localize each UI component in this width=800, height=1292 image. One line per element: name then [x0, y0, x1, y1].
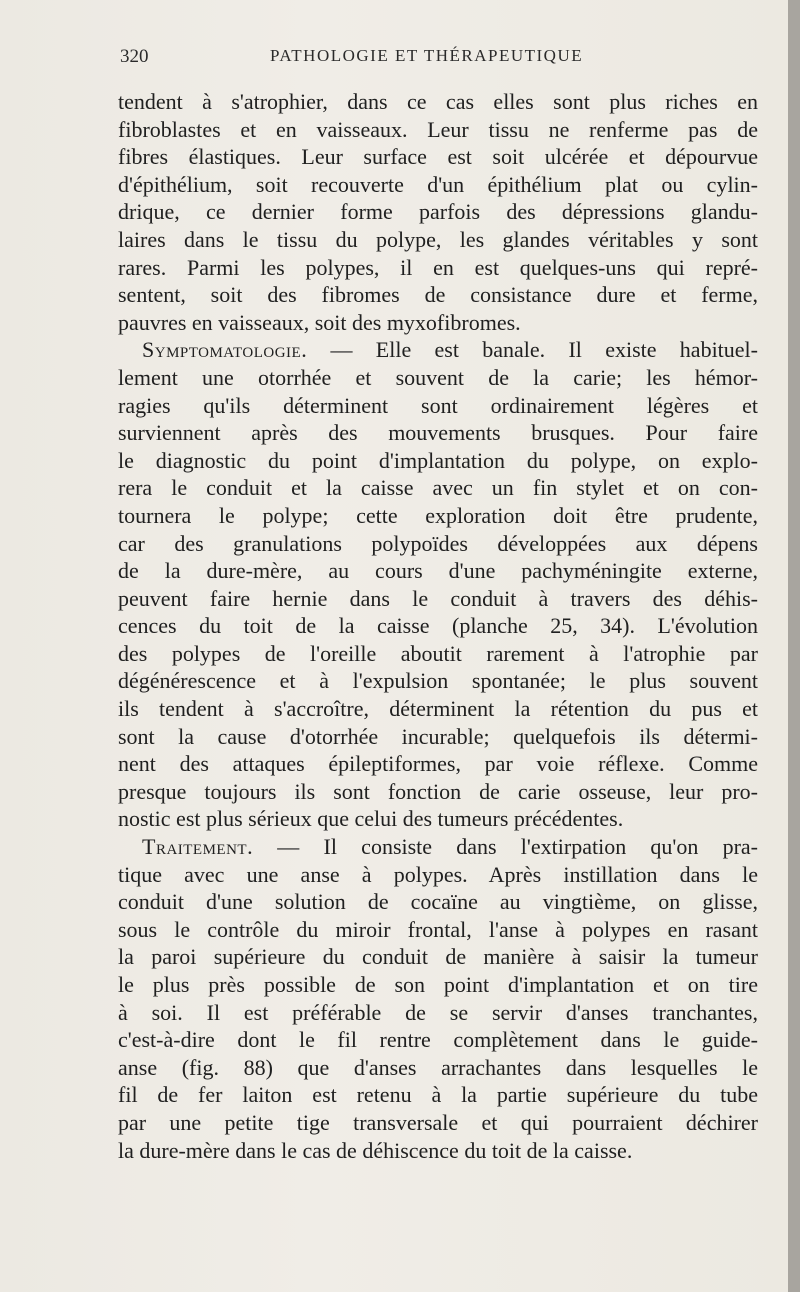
text-line: fibres élastiques. Leur surface est soit ulcérée et dépourvue: [118, 144, 758, 170]
text-line: ils tendent à s'accroître, déterminent la rétention du pus et: [118, 696, 758, 722]
running-title: PATHOLOGIE ET THÉRAPEUTIQUE: [270, 46, 584, 65]
text-line: nostic est plus sérieux que celui des tumeurs précédentes.: [118, 806, 624, 832]
text-line: laires dans le tissu du polype, les glandes véritables y sont: [118, 226, 758, 252]
text-line: d'épithélium, soit recouverte d'un épithélium plat ou cylin-: [118, 171, 758, 197]
body-text: [118, 88, 758, 1164]
text-line: lement une otorrhée et souvent de la carie; les hémor-: [118, 364, 758, 390]
text-line: des polypes de l'oreille aboutit rarement à l'atrophie par: [118, 640, 758, 666]
text-line: sous le contrôle du miroir frontal, l'anse à polypes en rasant: [118, 916, 758, 942]
text-line: le plus près possible de son point d'implantation et on tire: [118, 972, 758, 997]
text-line: par une petite tige transversale et qui pourraient déchirer: [118, 1109, 758, 1135]
text-fragment: — Il consiste dans l'extirpation qu'on pra-: [253, 834, 758, 860]
text-line: à soi. Il est préférable de se servir d'anses tranchantes,: [118, 999, 758, 1025]
text-line: conduit d'une solution de cocaïne au vingtième, on glisse,: [118, 889, 758, 915]
text-line: tournera le polype; cette exploration doit être prudente,: [118, 502, 758, 528]
scan-edge: [788, 0, 800, 1292]
page-header: [120, 46, 760, 76]
section-heading-traitement: Traitement.: [142, 834, 254, 860]
text-line: cences du toit de la caisse (planche 25, 34). L'évolution: [118, 613, 758, 639]
text-line: dégénérescence et à l'expulsion spontanée; le plus souvent: [118, 668, 758, 694]
text-line: pauvres en vaisseaux, soit des myxofibromes.: [118, 309, 521, 335]
text-line: presque toujours ils sont fonction de carie osseuse, leur pro-: [118, 778, 758, 804]
text-line: c'est-à-dire dont le fil rentre complètement dans le guide-: [118, 1027, 758, 1053]
text-line: rares. Parmi les polypes, il en est quelques-uns qui repré-: [118, 254, 758, 280]
text-line: le diagnostic du point d'implantation du polype, on explo-: [118, 447, 758, 473]
text-line: la dure-mère dans le cas de déhiscence du toit de la caisse.: [118, 1137, 633, 1163]
paragraph-symptomatologie-first-line: [118, 336, 758, 364]
text-line: la paroi supérieure du conduit de manière à saisir la tumeur: [118, 944, 758, 970]
text-line: ragies qu'ils déterminent sont ordinairement légères et: [118, 392, 758, 418]
page-number: 320: [120, 46, 149, 67]
text-line: sont la cause d'otorrhée incurable; quelquefois ils détermi-: [118, 723, 758, 749]
text-line: car des granulations polypoïdes développées aux dépens: [118, 530, 758, 556]
text-line: de la dure-mère, au cours d'une pachyméningite externe,: [118, 558, 758, 584]
section-heading-symptomatologie: Symptomatologie.: [142, 337, 308, 363]
text-line: anse (fig. 88) que d'anses arrachantes dans lesquelles le: [118, 1054, 758, 1080]
text-line: tique avec une anse à polypes. Après instillation dans le: [118, 861, 758, 887]
text-line: surviennent après des mouvements brusques. Pour faire: [118, 420, 758, 446]
text-line: nent des attaques épileptiformes, par voie réflexe. Comme: [118, 751, 758, 777]
text-line: peuvent faire hernie dans le conduit à travers des déhis-: [118, 585, 758, 611]
text-line: fibroblastes et en vaisseaux. Leur tissu ne renferme pas de: [118, 116, 758, 142]
text-line: fil de fer laiton est retenu à la partie supérieure du tube: [118, 1082, 758, 1108]
text-line: sentent, soit des fibromes de consistance dure et ferme,: [118, 282, 758, 308]
text-fragment: — Elle est banale. Il existe habituel-: [307, 337, 758, 363]
text-line: rera le conduit et la caisse avec un fin stylet et on con-: [118, 475, 758, 501]
paragraph-traitement-first-line: [118, 833, 758, 861]
text-line: drique, ce dernier forme parfois des dépressions glandu-: [118, 199, 758, 225]
text-line: tendent à s'atrophier, dans ce cas elles sont plus riches en: [118, 89, 758, 114]
